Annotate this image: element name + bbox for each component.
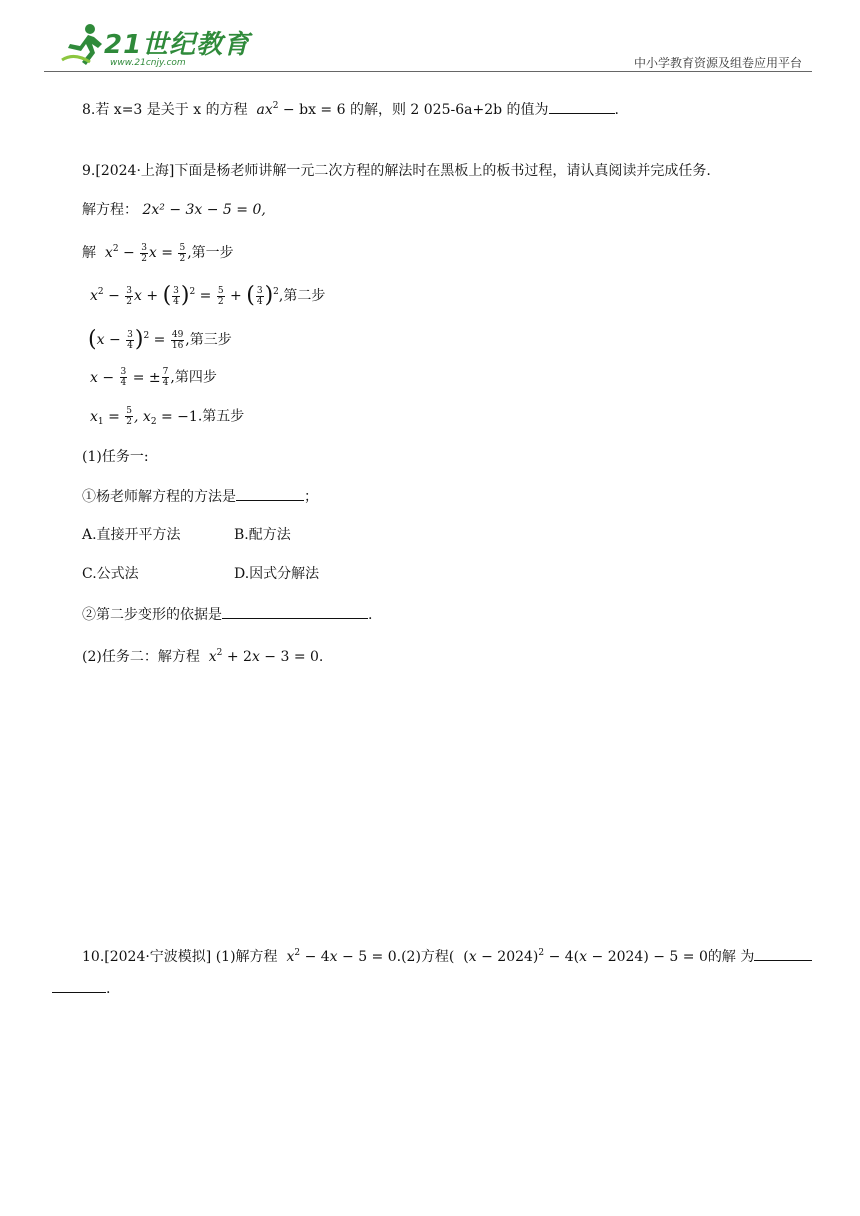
q9-options-row1 (82, 525, 291, 545)
q9-task2-equation: $x^2 + 2x - 3 = 0$. (208, 648, 324, 665)
q10-continuation: . (52, 978, 110, 999)
q9-solve-line (82, 200, 266, 220)
q9-solve-label: 解方程： (82, 202, 138, 218)
q10-eq1: $x^2 - 4x - 5 = 0$. (286, 948, 402, 965)
step4-label: 第四步 (174, 369, 217, 386)
q9-options-row2 (82, 564, 319, 584)
question-10: 10.[2024·宁波模拟] (1)解方程 $x^2 - 4x - 5 = 0.(2)$方程( $(x - 2024)^2 - 4(x - 2024) - 5 = 0$的解 为 (82, 943, 812, 967)
step2-label: 第二步 (283, 288, 326, 304)
q9-task1-q1: ①杨老师解方程的方法是 ； (82, 486, 318, 507)
q9-step4: x − $\frac{3}{4}$ = ± $\frac{7}{4}$ ,第四步 (90, 367, 217, 388)
option-b[interactable]: B.配方法 (234, 527, 291, 543)
q9-step3: (x − $\frac{3}{4}$ )$^2$ = $\frac{49}{16}$ ,第三步 (88, 327, 232, 352)
q9-task2: (2)任务二：解方程 $x^2 + 2x - 3 = 0$. (82, 648, 324, 665)
option-d[interactable]: D.因式分解法 (234, 566, 320, 582)
q9-step5: $x_1$ = $\frac{5}{2}$ , $x_2 = -1$.第五步 (90, 406, 245, 427)
page-header (0, 0, 860, 74)
q9-basis-blank[interactable] (222, 604, 368, 619)
header-divider (44, 71, 812, 72)
q8-suffix: 的解，则 2 025-6a+2b 的值为 (349, 102, 549, 118)
step5-label: 第五步 (202, 408, 245, 425)
q8-answer-blank[interactable] (549, 99, 615, 114)
q9-task1-title: (1)任务一: (82, 449, 149, 465)
option-c[interactable]: C.公式法 (82, 566, 139, 582)
q8-equation: $ax^2$ − bx = 6 (256, 101, 346, 118)
q9-step2: $x^2$ − $\frac{3}{2}$ x + ( $\frac{3}{4}$ )$^2$ = $\frac{5}{2}$ + ( $\frac{3}{4}$ )$^2$,第二步 (90, 283, 326, 308)
question-8: 8.若 x=3 是关于 x 的方程 $ax^2$ − bx = 6 的解，则 2 025-6a+2b 的值为 . (82, 101, 619, 118)
q9-solve-equation: 2x² − 3x − 5 = 0, (142, 202, 266, 218)
logo-text: 21世纪教育 (104, 30, 251, 60)
q8-prefix: 8.若 x=3 是关于 x 的方程 (82, 102, 248, 118)
q9-method-blank[interactable] (236, 486, 304, 501)
option-a[interactable]: A.直接开平方法 (82, 527, 181, 543)
step3-label: 第三步 (189, 332, 232, 348)
q9-task1-q2: ②第二步变形的依据是 . (82, 604, 372, 625)
step1-label: 第一步 (191, 245, 234, 261)
question-9-intro: 9.[2024·上海]下面是杨老师讲解一元二次方程的解法时在黑板上的板书过程，请认真阅读并完成任务. (82, 163, 711, 179)
q10-eq2: $(x - 2024)^2 - 4(x - 2024) - 5 = 0$ (463, 948, 708, 965)
q10-answer-blank-1[interactable] (754, 946, 812, 961)
logo (60, 22, 251, 70)
runner-logo-icon (60, 22, 104, 68)
logo-url: www.21cnjy.com (110, 58, 186, 68)
platform-name: 中小学教育资源及组卷应用平台 (633, 56, 802, 70)
q9-step1: 解 $x^2$ − $\frac{3}{2}$ x = $\frac{5}{2}$ ,第一步 (82, 242, 234, 264)
q10-answer-blank-2[interactable] (52, 978, 106, 993)
